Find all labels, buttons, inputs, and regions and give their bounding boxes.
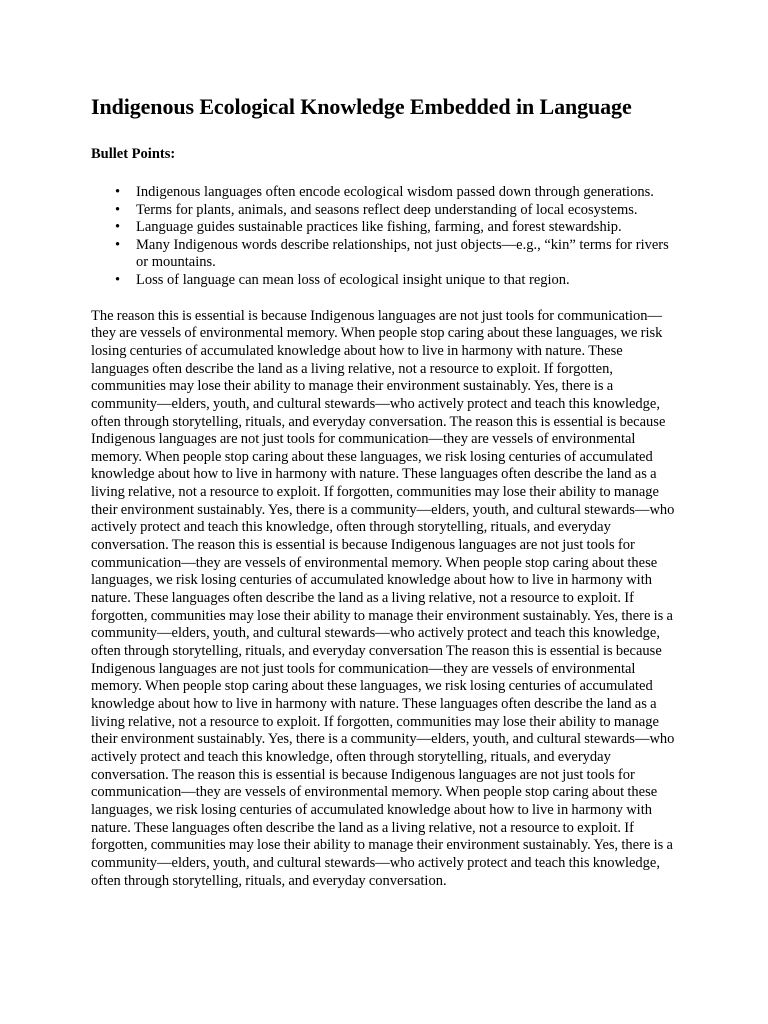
bullet-item [115, 184, 681, 202]
bullet-points-heading: Bullet Points: [91, 146, 176, 162]
bullet-item [115, 201, 681, 220]
document-page [91, 92, 681, 890]
bullet-marker-icon: • [115, 271, 121, 288]
bullet-item [115, 219, 681, 237]
bullet-text: Loss of language can mean loss of ecological insight unique to that region. [136, 271, 570, 288]
bullet-text: Language guides sustainable practices like fishing, farming, and forest stewardship. [136, 219, 622, 236]
bullet-marker-icon: • [115, 236, 121, 253]
document-title: Indigenous Ecological Knowledge Embedded in Language [91, 94, 632, 119]
bullet-marker-icon: • [115, 201, 121, 218]
bullet-text: Indigenous languages often encode ecological wisdom passed down through generations. [136, 184, 654, 200]
bullet-text: Terms for plants, animals, and seasons reflect deep understanding of local ecosystems. [136, 201, 638, 218]
bullet-marker-icon: • [115, 184, 121, 200]
bullet-list [91, 184, 681, 290]
bullet-item [115, 236, 681, 272]
bullet-text: Many Indigenous words describe relationships, not just objects—e.g., “kin” terms for rivers or mountains. [136, 236, 669, 271]
bullet-marker-icon: • [115, 219, 121, 236]
body-paragraph: The reason this is essential is because Indigenous languages are not just tools for communication—they are vessels of environmental memory. When people stop caring about these languages, we risk losing centuries of accumulated knowledge about how to live in harmony with nature. These languages often describe the land as a living relative, not a resource to exploit. If forgotten, communities may lose their ability to manage their environment sustainably. Yes, there is a community—elders, youth, and cultural stewards—who actively protect and teach this knowledge, often through storytelling, rituals, and everyday conversation. The reason this is essential is because Indigenous languages are not just tools for communication—they are vessels of environmental memory. When people stop caring about these languages, we risk losing centuries of accumulated knowledge about how to live in harmony with nature. These languages often describe the land as a living relative, not a resource to exploit. If forgotten, communities may lose their ability to manage their environment sustainably. Yes, there is a community—elders, youth, and cultural stewards—who actively protect and teach this knowledge, often through storytelling, rituals, and everyday conversation. The reason this is essential is because Indigenous languages are not just tools for communication—they are vessels of environmental memory. When people stop caring about these languages, we risk losing centuries of accumulated knowledge about how to live in harmony with nature. These languages often describe the land as a living relative, not a resource to exploit. If forgotten, communities may lose their ability to manage their environment sustainably. Yes, there is a community—elders, youth, and cultural stewards—who actively protect and teach this knowledge, often through storytelling, rituals, and everyday conversation The reason this is essential is because Indigenous languages are not just tools for communication—they are vessels of environmental memory. When people stop caring about these languages, we risk losing centuries of accumulated knowledge about how to live in harmony with nature. These languages often describe the land as a living relative, not a resource to exploit. If forgotten, communities may lose their ability to manage their environment sustainably. Yes, there is a community—elders, youth, and cultural stewards—who actively protect and teach this knowledge, often through storytelling, rituals, and everyday conversation. The reason this is essential is because Indigenous languages are not just tools for communication—they are vessels of environmental memory. When people stop caring about these languages, we risk losing centuries of accumulated knowledge about how to live in harmony with nature. These languages often describe the land as a living relative, not a resource to exploit. If forgotten, communities may lose their ability to manage their environment sustainably. Yes, there is a community—elders, youth, and cultural stewards—who actively protect and teach this knowledge, often through storytelling, rituals, and everyday conversation. [91, 307, 675, 889]
bullet-item [115, 271, 681, 290]
